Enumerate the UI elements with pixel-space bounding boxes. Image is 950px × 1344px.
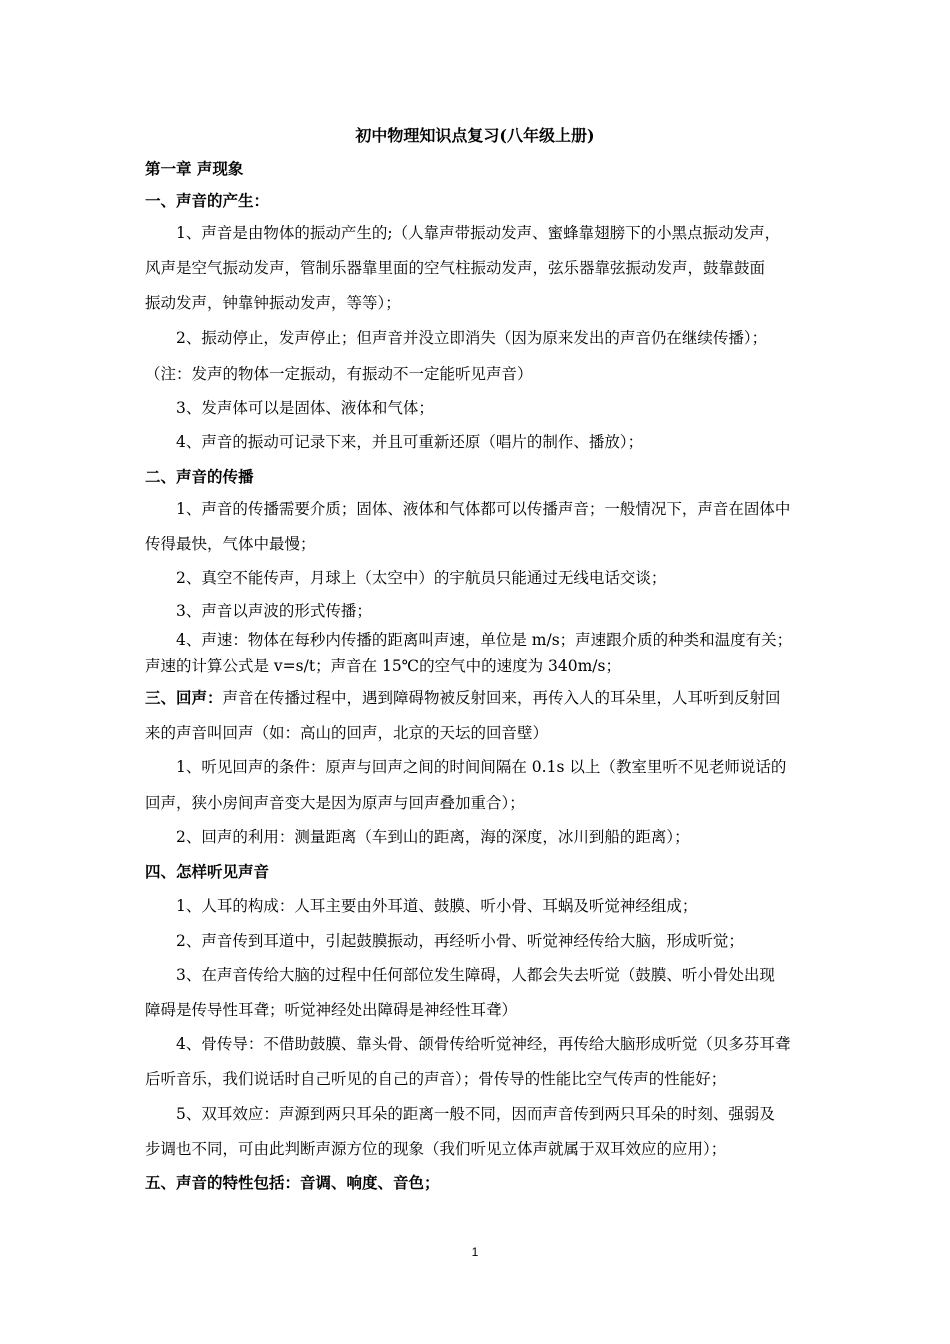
paragraph-line: 2、声音传到耳道中，引起鼓膜振动，再经听小骨、听觉神经传给大脑，形成听觉； bbox=[176, 932, 744, 950]
paragraph-line: 1、人耳的构成：人耳主要由外耳道、鼓膜、听小骨、耳蜗及听觉神经组成； bbox=[176, 897, 698, 915]
paragraph-line: 1、声音的传播需要介质；固体、液体和气体都可以传播声音；一般情况下，声音在固体中 bbox=[176, 500, 791, 518]
page-number: 1 bbox=[471, 1245, 479, 1259]
paragraph-line: （注：发声的物体一定振动，有振动不一定能听见声音） bbox=[145, 365, 533, 383]
paragraph-line bbox=[145, 686, 810, 710]
paragraph-line: 来的声音叫回声（如：高山的回声，北京的天坛的回音壁） bbox=[145, 724, 549, 742]
paragraph-line: 4、骨传导：不借助鼓膜、靠头骨、颌骨传给听觉神经，再传给大脑形成听觉（贝多芬耳聋 bbox=[176, 1035, 791, 1053]
paragraph-line: 5、双耳效应：声源到两只耳朵的距离一般不同，因而声音传到两只耳朵的时刻、强弱及 bbox=[176, 1105, 775, 1123]
paragraph-line: 2、真空不能传声，月球上（太空中）的宇航员只能通过无线电话交谈； bbox=[176, 569, 667, 587]
paragraph-line: 3、声音以声波的形式传播； bbox=[176, 602, 372, 620]
section-heading-echo: 三、回声： bbox=[145, 688, 223, 707]
paragraph-line: 回声，狭小房间声音变大是因为原声与回声叠加重合）； bbox=[145, 794, 525, 812]
paragraph-line: 振动发声，钟靠钟振动发声，等等）； bbox=[145, 294, 401, 312]
paragraph-line: 1、听见回声的条件：原声与回声之间的时间间隔在 0.1s 以上（教室里听不见老师说话的 bbox=[176, 758, 787, 776]
paragraph-line: 障碍是传导性耳聋；听觉神经处出障碍是神经性耳聋） bbox=[145, 1001, 518, 1019]
section-heading-hearing: 四、怎样听见声音 bbox=[145, 862, 270, 881]
paragraph-line: 2、回声的利用：测量距离（车到山的距离，海的深度，冰川到船的距离）； bbox=[176, 828, 690, 846]
paragraph-line: 风声是空气振动发声，管制乐器靠里面的空气柱振动发声，弦乐器靠弦振动发声，鼓靠鼓面 bbox=[145, 259, 766, 277]
paragraph-line: 4、声速：物体在每秒内传播的距离叫声速，单位是 m/s；声速跟介质的种类和温度有关； bbox=[176, 631, 793, 649]
paragraph-line: 4、声音的振动可记录下来，并且可重新还原（唱片的制作、播放）； bbox=[176, 433, 644, 451]
paragraph-line: 声速的计算公式是 v=s/t；声音在 15℃的空气中的速度为 340m/s； bbox=[145, 657, 621, 675]
paragraph-line: 步调也不同，可由此判断声源方位的现象（我们听见立体声就属于双耳效应的应用）； bbox=[145, 1140, 727, 1158]
section-heading-sound-characteristics: 五、声音的特性包括：音调、响度、音色； bbox=[145, 1173, 440, 1192]
paragraph-line: 3、在声音传给大脑的过程中任何部位发生障碍，人都会失去听觉（鼓膜、听小骨处出现 bbox=[176, 966, 775, 984]
paragraph-line: 后听音乐，我们说话时自己听见的自己的声音）；骨传导的性能比空气传声的性能好； bbox=[145, 1070, 727, 1088]
paragraph-line: 2、振动停止，发声停止；但声音并没立即消失（因为原来发出的声音仍在继续传播）； bbox=[176, 329, 768, 347]
echo-definition-text: 声音在传播过程中，遇到障碍物被反射回来，再传入人的耳朵里，人耳听到反射回 bbox=[222, 689, 781, 707]
chapter-heading: 第一章 声现象 bbox=[145, 159, 244, 178]
document-title: 初中物理知识点复习(八年级上册) bbox=[355, 126, 595, 145]
paragraph-line: 1、声音是由物体的振动产生的;（人靠声带振动发声、蜜蜂靠翅膀下的小黑点振动发声， bbox=[176, 224, 781, 242]
paragraph-line: 传得最快，气体中最慢； bbox=[145, 535, 316, 553]
section-heading-sound-propagation: 二、声音的传播 bbox=[145, 467, 254, 486]
section-heading-sound-production: 一、声音的产生： bbox=[145, 191, 270, 210]
paragraph-line: 3、发声体可以是固体、液体和气体； bbox=[176, 399, 434, 417]
